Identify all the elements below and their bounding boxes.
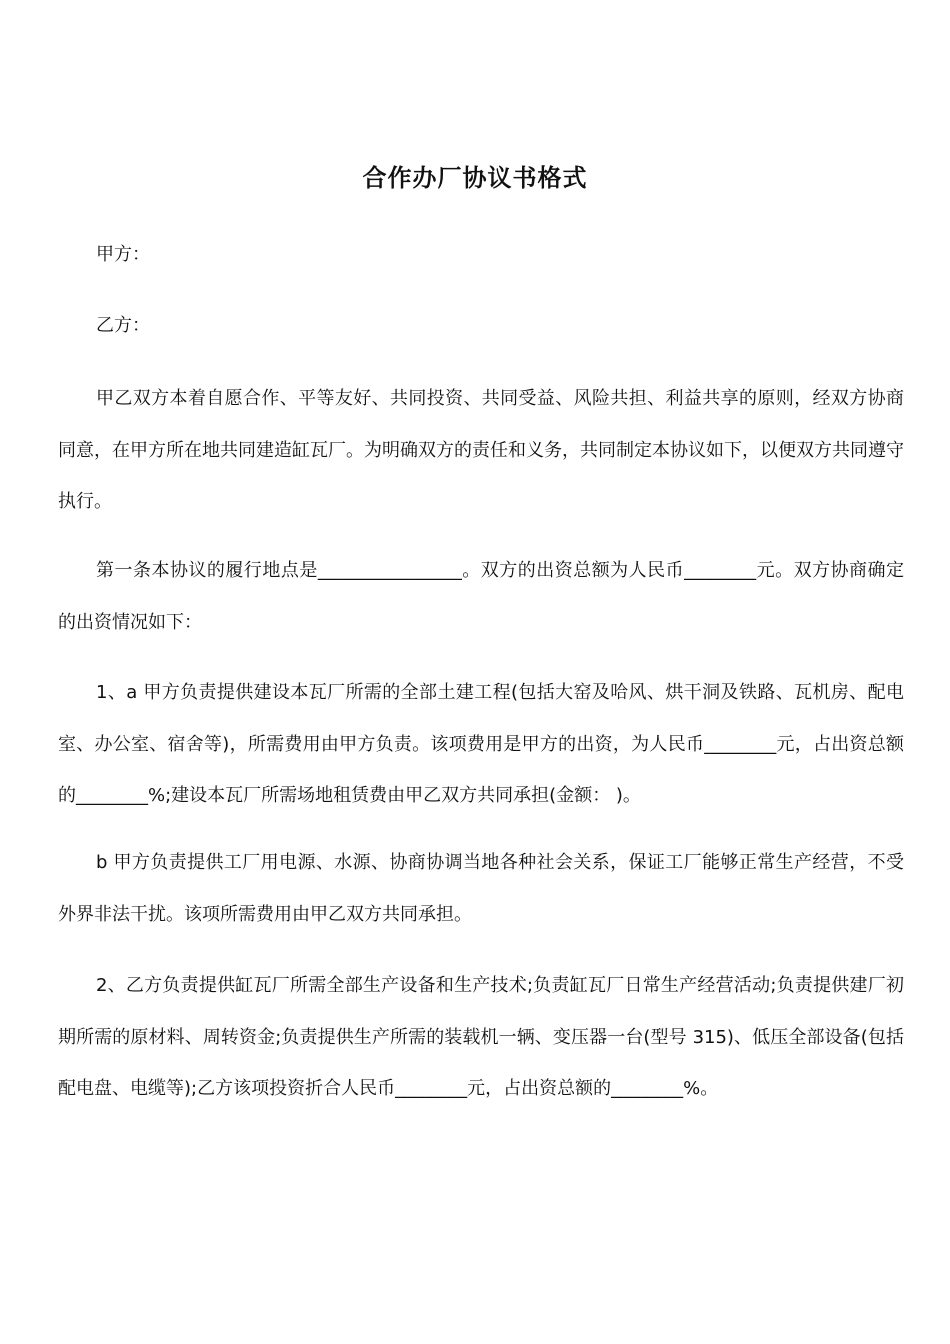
document-title: 合作办厂协议书格式 — [362, 164, 588, 192]
item-2-paragraph: 2、乙方负责提供缸瓦厂所需全部生产设备和生产技术;负责缸瓦厂日常生产经营活动;负责提供建厂初期所需的原材料、周转资金;负责提供生产所需的装载机一辆、变压器一台(型号 315)、低压全部设备(包括配电盘、电缆等);乙方该项投资折合人民币________元，占出资总额的________%。 — [58, 975, 904, 1099]
item-1b-paragraph: b 甲方负责提供工厂用电源、水源、协商协调当地各种社会关系，保证工厂能够正常生产经营，不受外界非法干扰。该项所需费用由甲乙双方共同承担。 — [58, 852, 904, 925]
item-1a-paragraph: 1、a 甲方负责提供建设本瓦厂所需的全部土建工程(包括大窑及哈风、烘干洞及铁路、瓦机房、配电室、办公室、宿舍等)，所需费用由甲方负责。该项费用是甲方的出资，为人民币________元，占出资总额的________%;建设本瓦厂所需场地租赁费由甲乙双方共同承担(金额： )。 — [58, 682, 904, 806]
party-a-line: 甲方： — [96, 244, 150, 265]
intro-paragraph: 甲乙双方本着自愿合作、平等友好、共同投资、共同受益、风险共担、利益共享的原则，经双方协商同意，在甲方所在地共同建造缸瓦厂。为明确双方的责任和义务，共同制定本协议如下，以便双方共同遵守执行。 — [58, 388, 904, 512]
article-1-paragraph: 第一条本协议的履行地点是________________。双方的出资总额为人民币________元。双方协商确定的出资情况如下： — [58, 560, 904, 633]
party-b-line: 乙方： — [96, 315, 150, 336]
